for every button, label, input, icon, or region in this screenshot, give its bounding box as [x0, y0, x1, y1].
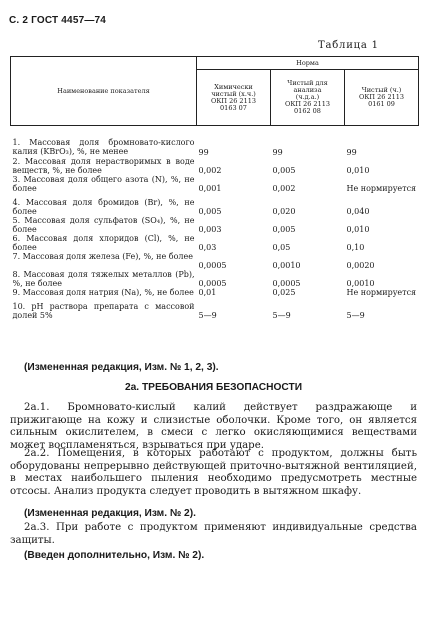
cell-value: 0,05	[272, 243, 291, 252]
cell-value: 0,0005	[198, 279, 227, 288]
paragraph-2a2: 2а.2. Помещения, в которых работают с продуктом, должны быть оборудованы непрерывно действующей приточно-вытяжной вентиляцией, в местах наибольшего пыления необходимо предусмотреть местные отсосы. Анализ продукта следует проводить в вытяжном шкафу.	[10, 448, 417, 497]
cell-value: 5—9	[346, 311, 365, 320]
cell-value: 0,001	[198, 184, 222, 193]
cell-value: 0,005	[272, 225, 296, 234]
cell-value: 0,010	[346, 225, 370, 234]
cell-value: 0,0005	[272, 279, 301, 288]
row-name: 1. Массовая доля бромновато-кислого калия (KBrO₃), %, не менее	[12, 138, 195, 156]
cell-value: 0,03	[198, 243, 217, 252]
column-header-name: Наименование показателя	[11, 57, 197, 126]
grade-header-chda: Чистый для анализа (ч.д.а.) ОКП 26 2113 0162 08	[271, 70, 345, 126]
cell-value: 0,040	[346, 207, 370, 216]
cell-value: 0,005	[272, 166, 296, 175]
edition-note: (Измененная редакция, Изм. № 2).	[24, 508, 196, 519]
table-caption: Таблица 1	[318, 40, 379, 51]
cell-value: Не нормируется	[346, 184, 417, 193]
grade-header-xch: Химически чистый (х.ч.) ОКП 26 2113 0163 07	[197, 70, 271, 126]
cell-value: 0,10	[346, 243, 365, 252]
paragraph-2a1: 2а.1. Бромновато-кислый калий действует раздражающе и прижигающе на кожу и слизистые оболочки. Кроме того, он является сильным окислителем, в смеси с легко окисляющимися веществами может воспламеняться, взрываться при ударе.	[10, 402, 417, 451]
cell-value: 0,010	[346, 166, 370, 175]
paragraph-2a3: 2а.3. При работе с продуктом применяют индивидуальные средства защиты.	[10, 522, 417, 546]
cell-value: 0,0005	[198, 261, 227, 270]
row-name: 8. Массовая доля тяжелых металлов (Pb), %, не более	[12, 270, 195, 288]
column-header-norma: Норма	[197, 57, 419, 70]
cell-value: 5—9	[198, 311, 217, 320]
table-row	[11, 216, 419, 234]
table-row	[11, 157, 419, 175]
cell-value: 0,003	[198, 225, 222, 234]
row-name: 10. pH раствора препарата с массовой долей 5%	[12, 302, 195, 320]
cell-value: 99	[272, 148, 283, 157]
row-name: 6. Массовая доля хлоридов (Cl), %, не более	[12, 234, 195, 252]
cell-value: 0,005	[198, 207, 222, 216]
row-name: 9. Массовая доля натрия (Na), %, не более	[12, 288, 194, 297]
cell-value: 99	[346, 148, 357, 157]
row-name: 7. Массовая доля железа (Fe), %, не более	[12, 252, 193, 261]
row-name: 4. Массовая доля бромидов (Br), %, не более	[12, 198, 195, 216]
table-row	[11, 175, 419, 193]
table-row	[11, 234, 419, 252]
table-row	[11, 270, 419, 288]
cell-value: 0,025	[272, 288, 296, 297]
cell-value: 0,0010	[346, 279, 375, 288]
row-name: 5. Массовая доля сульфатов (SO₄), %, не более	[12, 216, 195, 234]
cell-value: 99	[198, 148, 209, 157]
cell-value: 0,0020	[346, 261, 375, 270]
table-row	[11, 288, 419, 297]
grade-header-ch: Чистый (ч.) ОКП 26 2113 0161 09	[345, 70, 419, 126]
row-name: 2. Массовая доля нерастворимых в воде веществ, %, не более	[12, 157, 195, 175]
edition-note: (Введен дополнительно, Изм. № 2).	[24, 550, 205, 561]
table-row	[11, 297, 419, 320]
page-header: С. 2 ГОСТ 4457—74	[9, 15, 107, 26]
section-title: 2а. ТРЕБОВАНИЯ БЕЗОПАСНОСТИ	[124, 382, 303, 393]
cell-value: 0,002	[272, 184, 296, 193]
cell-value: 0,020	[272, 207, 296, 216]
edition-note: (Измененная редакция, Изм. № 1, 2, 3).	[24, 362, 219, 373]
cell-value: 5—9	[272, 311, 291, 320]
cell-value: Не нормируется	[346, 288, 417, 297]
cell-value: 0,0010	[272, 261, 301, 270]
table-row	[11, 126, 419, 158]
cell-value: 0,002	[198, 166, 222, 175]
norms-table	[10, 56, 419, 320]
cell-value: 0,01	[198, 288, 217, 297]
table-row	[11, 193, 419, 216]
table-row	[11, 252, 419, 270]
row-name: 3. Массовая доля общего азота (N), %, не более	[12, 175, 195, 193]
